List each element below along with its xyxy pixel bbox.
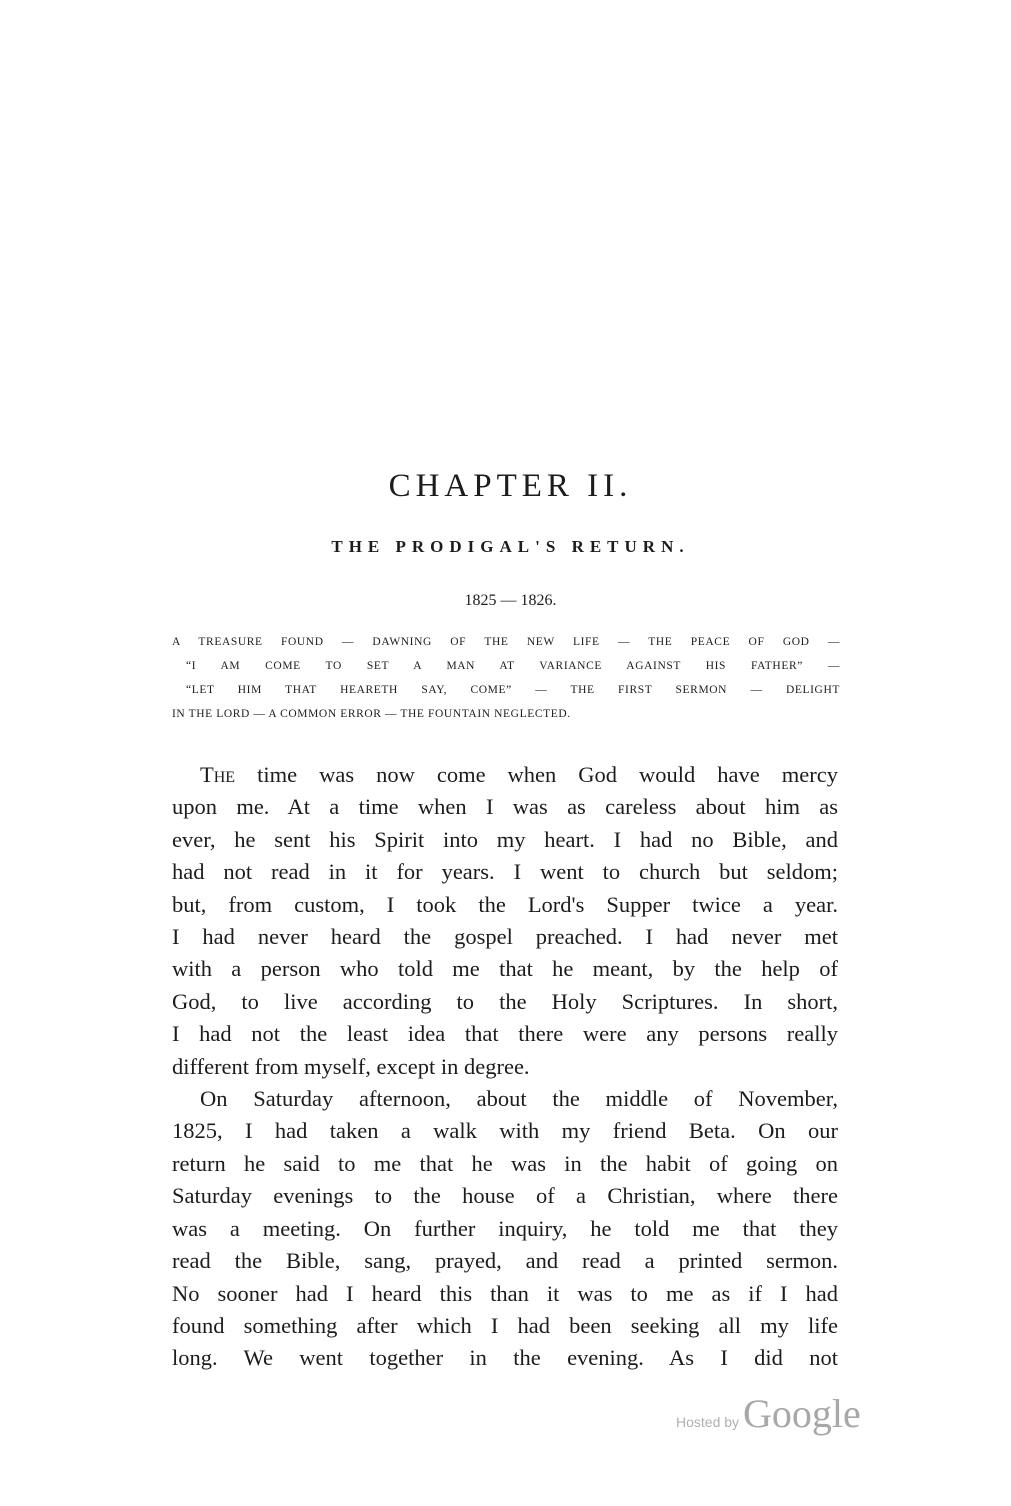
text-line: 1825, I had taken a walk with my friend Beta. On our: [172, 1118, 838, 1144]
text-line: ever, he sent his Spirit into my heart. I had no Bible, and: [172, 826, 838, 852]
text-line: but, from custom, I took the Lord's Supper twice a year.: [172, 891, 838, 917]
first-line-rest: time was now come when God would have mercy: [257, 762, 839, 787]
text-line: had not read in it for years. I went to church but seldom;: [172, 859, 838, 885]
text-line: On Saturday afternoon, about the middle of November,: [200, 1086, 838, 1112]
text-line: return he said to me that he was in the habit of going on: [172, 1150, 838, 1176]
google-logo: Google: [743, 1391, 861, 1436]
text-line: God, to live according to the Holy Scriptures. In short,: [172, 988, 838, 1014]
text-line: I had not the least idea that there were any persons really: [172, 1021, 838, 1047]
synopsis-line: IN THE LORD — A COMMON ERROR — THE FOUNTAIN NEGLECTED.: [172, 708, 571, 720]
text-line: was a meeting. On further inquiry, he told me that they: [172, 1215, 838, 1241]
text-line: Saturday evenings to the house of a Christian, where there: [172, 1183, 838, 1209]
body-text: [172, 759, 838, 1375]
hosted-by-google-watermark: [676, 1390, 861, 1437]
text-line: No sooner had I heard this than it was to me as if I had: [172, 1280, 838, 1306]
text-line: found something after which I had been seeking all my life: [172, 1312, 838, 1338]
text-line: read the Bible, sang, prayed, and read a printed sermon.: [172, 1248, 838, 1274]
text-line: different from myself, except in degree.: [172, 1053, 530, 1079]
chapter-title: CHAPTER II.: [388, 468, 633, 504]
synopsis-line: “I AM COME TO SET A MAN AT VARIANCE AGAINST HIS FATHER” —: [186, 660, 840, 672]
chapter-dates: 1825 — 1826.: [464, 592, 557, 609]
text-line: I had never heard the gospel preached. I had never met: [172, 924, 838, 950]
paragraph-first-line: [172, 759, 838, 791]
synopsis-line: “LET HIM THAT HEARETH SAY, COME” — THE FIRST SERMON — DELIGHT: [186, 684, 840, 696]
chapter-synopsis: [172, 630, 840, 726]
chapter-subtitle: THE PRODIGAL'S RETURN.: [331, 537, 690, 556]
text-line: upon me. At a time when I was as careless about him as: [172, 794, 838, 820]
text-line: long. We went together in the evening. As I did not: [172, 1345, 838, 1371]
text-line: with a person who told me that he meant, by the help of: [172, 956, 838, 982]
drop-word: The: [200, 762, 236, 787]
hosted-by-label: Hosted by: [676, 1414, 740, 1430]
synopsis-line: A TREASURE FOUND — DAWNING OF THE NEW LIFE — THE PEACE OF GOD —: [172, 636, 840, 648]
